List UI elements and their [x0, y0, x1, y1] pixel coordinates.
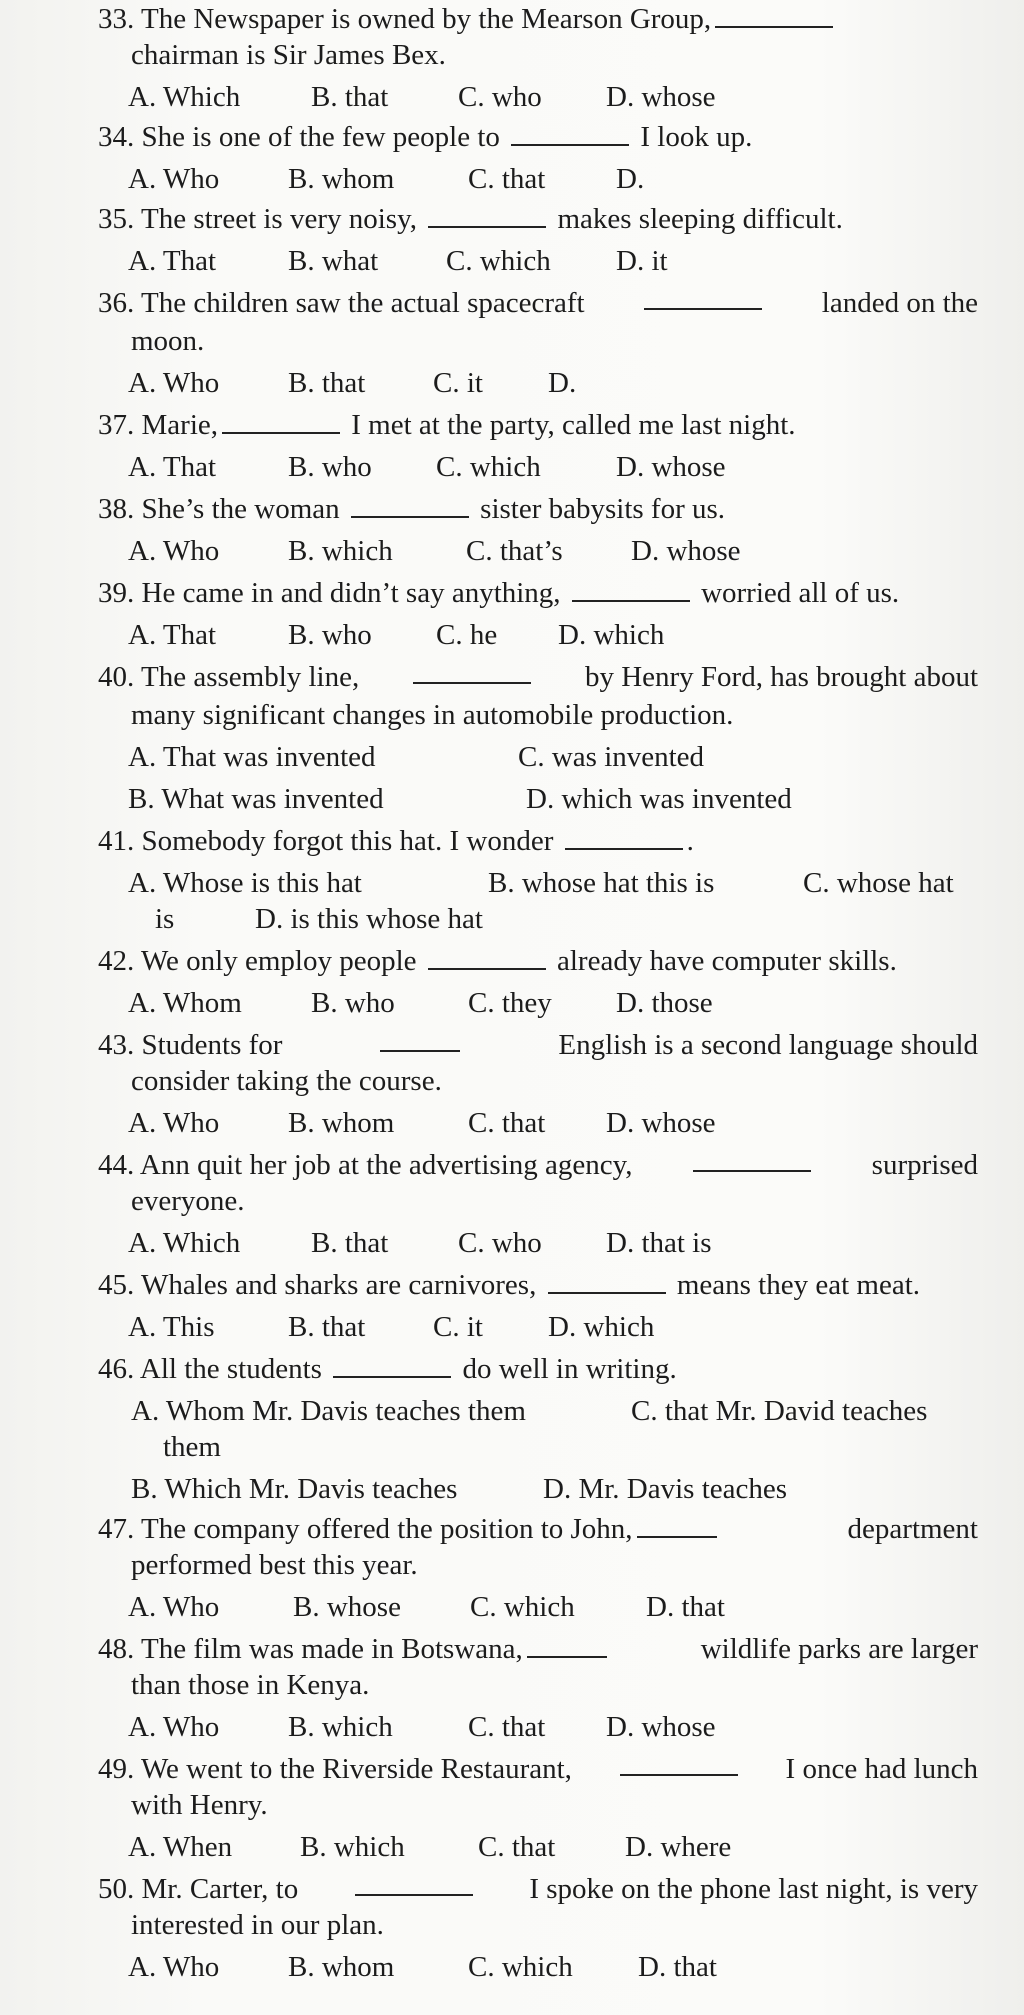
option-34-a[interactable]: A. Who — [128, 163, 220, 195]
question-50: 50. Mr. Carter, to I spoke on the phone last night, is very — [98, 1870, 978, 1908]
option-41-c-continued: is — [155, 903, 175, 935]
option-48-c[interactable]: C. that — [468, 1711, 546, 1743]
option-37-a[interactable]: A. That — [128, 451, 217, 483]
option-33-d[interactable]: D. whose — [606, 81, 716, 113]
option-39-c[interactable]: C. he — [436, 619, 498, 651]
question-44-continued: everyone. — [131, 1185, 245, 1217]
option-48-a[interactable]: A. Who — [128, 1711, 220, 1743]
option-43-d[interactable]: D. whose — [606, 1107, 716, 1139]
question-36: 36. The children saw the actual spacecraft landed on the — [98, 284, 978, 322]
option-37-c[interactable]: C. which — [436, 451, 541, 483]
question-47-continued: performed best this year. — [131, 1549, 418, 1581]
option-37-b[interactable]: B. who — [288, 451, 372, 483]
option-43-b[interactable]: B. whom — [288, 1107, 395, 1139]
question-33: 33. The Newspaper is owned by the Mearson Group, — [98, 0, 978, 38]
option-39-a[interactable]: A. That — [128, 619, 217, 651]
option-37-d[interactable]: D. whose — [616, 451, 726, 483]
option-48-b[interactable]: B. which — [288, 1711, 393, 1743]
option-40-a[interactable]: A. That was invented — [128, 741, 376, 773]
question-36-continued: moon. — [131, 325, 205, 357]
option-47-b[interactable]: B. whose — [293, 1591, 401, 1623]
question-44: 44. Ann quit her job at the advertising agency, surprised — [98, 1146, 978, 1184]
option-46-d[interactable]: D. Mr. Davis teaches — [543, 1473, 788, 1505]
question-48: 48. The film was made in Botswana, wildlife parks are larger — [98, 1633, 978, 1665]
option-43-a[interactable]: A. Who — [128, 1107, 220, 1139]
question-37: 37. Marie, I met at the party, called me last night. — [98, 409, 796, 441]
option-45-b[interactable]: B. that — [288, 1311, 366, 1343]
option-42-c[interactable]: C. they — [468, 987, 552, 1019]
option-33-c[interactable]: C. who — [458, 81, 542, 113]
option-49-a[interactable]: A. When — [128, 1831, 233, 1863]
option-41-c[interactable]: C. whose hat — [803, 867, 954, 899]
question-43: 43. Students for English is a second language should — [98, 1026, 978, 1064]
option-38-a[interactable]: A. Who — [128, 535, 220, 567]
option-43-c[interactable]: C. that — [468, 1107, 546, 1139]
question-38: 38. She’s the woman sister babysits for us. — [98, 493, 726, 525]
question-33-continued: chairman is Sir James Bex. — [131, 39, 446, 71]
option-41-d[interactable]: D. is this whose hat — [255, 903, 483, 935]
question-45: 45. Whales and sharks are carnivores, means they eat meat. — [98, 1269, 921, 1301]
option-50-c[interactable]: C. which — [468, 1951, 573, 1983]
option-46-a[interactable]: A. Whom Mr. Davis teaches them — [131, 1395, 526, 1427]
question-46: 46. All the students do well in writing. — [98, 1353, 677, 1385]
question-50-continued: interested in our plan. — [131, 1909, 384, 1941]
option-44-a[interactable]: A. Which — [128, 1227, 241, 1259]
question-40-continued: many significant changes in automobile production. — [131, 699, 734, 731]
option-38-b[interactable]: B. which — [288, 535, 393, 567]
option-42-a[interactable]: A. Whom — [128, 987, 242, 1019]
option-50-d[interactable]: D. that — [638, 1951, 717, 1983]
option-44-c[interactable]: C. who — [458, 1227, 542, 1259]
option-42-d[interactable]: D. those — [616, 987, 713, 1019]
option-49-b[interactable]: B. which — [300, 1831, 405, 1863]
option-45-d[interactable]: D. which — [548, 1311, 655, 1343]
option-46-b[interactable]: B. Which Mr. Davis teaches — [131, 1473, 458, 1505]
option-47-d[interactable]: D. that — [646, 1591, 725, 1623]
option-40-b[interactable]: B. What was invented — [128, 783, 384, 815]
option-35-b[interactable]: B. what — [288, 245, 379, 277]
question-42: 42. We only employ people already have computer skills. — [98, 945, 897, 977]
option-36-d[interactable]: D. — [548, 367, 577, 399]
question-39: 39. He came in and didn’t say anything, worried all of us. — [98, 577, 900, 609]
question-34: 34. She is one of the few people to I look up. — [98, 121, 753, 153]
option-48-d[interactable]: D. whose — [606, 1711, 716, 1743]
option-42-b[interactable]: B. who — [311, 987, 395, 1019]
option-33-b[interactable]: B. that — [311, 81, 389, 113]
option-34-c[interactable]: C. that — [468, 163, 546, 195]
option-39-d[interactable]: D. which — [558, 619, 665, 651]
option-40-c[interactable]: C. was invented — [518, 741, 705, 773]
option-50-b[interactable]: B. whom — [288, 1951, 395, 1983]
question-41: 41. Somebody forgot this hat. I wonder . — [98, 825, 694, 857]
question-49-continued: with Henry. — [131, 1789, 268, 1821]
option-36-a[interactable]: A. Who — [128, 367, 220, 399]
option-33-a[interactable]: A. Which — [128, 81, 241, 113]
option-46-c-continued: them — [163, 1431, 221, 1463]
option-38-d[interactable]: D. whose — [631, 535, 741, 567]
question-47: 47. The company offered the position to John, department — [98, 1513, 978, 1545]
option-38-c[interactable]: C. that’s — [466, 535, 563, 567]
option-44-d[interactable]: D. that is — [606, 1227, 712, 1259]
option-35-a[interactable]: A. That — [128, 245, 217, 277]
option-35-d[interactable]: D. it — [616, 245, 668, 277]
option-45-c[interactable]: C. it — [433, 1311, 483, 1343]
option-36-b[interactable]: B. that — [288, 367, 366, 399]
option-41-a[interactable]: A. Whose is this hat — [128, 867, 362, 899]
option-34-d[interactable]: D. — [616, 163, 645, 195]
option-35-c[interactable]: C. which — [446, 245, 551, 277]
option-44-b[interactable]: B. that — [311, 1227, 389, 1259]
option-40-d[interactable]: D. which was invented — [526, 783, 792, 815]
option-45-a[interactable]: A. This — [128, 1311, 215, 1343]
option-50-a[interactable]: A. Who — [128, 1951, 220, 1983]
option-34-b[interactable]: B. whom — [288, 163, 395, 195]
option-49-c[interactable]: C. that — [478, 1831, 556, 1863]
option-47-c[interactable]: C. which — [470, 1591, 575, 1623]
option-49-d[interactable]: D. where — [625, 1831, 732, 1863]
option-46-c[interactable]: C. that Mr. David teaches — [631, 1395, 928, 1427]
question-40: 40. The assembly line, by Henry Ford, has brought about — [98, 658, 978, 696]
question-48-continued: than those in Kenya. — [131, 1669, 370, 1701]
option-47-a[interactable]: A. Who — [128, 1591, 220, 1623]
option-41-b[interactable]: B. whose hat this is — [488, 867, 715, 899]
question-35: 35. The street is very noisy, makes sleeping difficult. — [98, 203, 843, 235]
question-43-continued: consider taking the course. — [131, 1065, 442, 1097]
question-49: 49. We went to the Riverside Restaurant, I once had lunch — [98, 1750, 978, 1788]
option-39-b[interactable]: B. who — [288, 619, 372, 651]
option-36-c[interactable]: C. it — [433, 367, 483, 399]
